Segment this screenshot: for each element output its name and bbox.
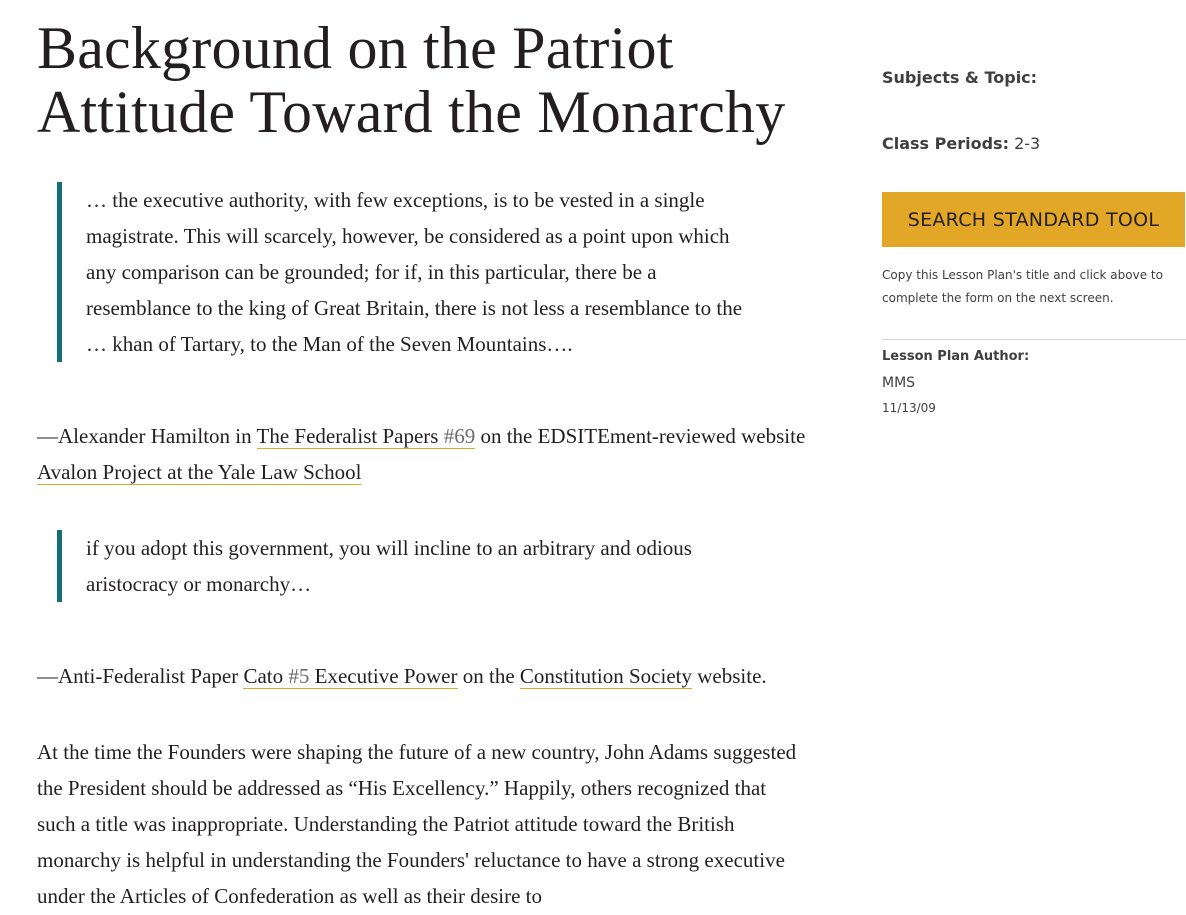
constitution-society-link[interactable]: Constitution Society — [519, 664, 692, 688]
subjects-topic — [882, 68, 1037, 87]
link-number: #5 — [288, 664, 310, 688]
divider — [882, 339, 1186, 340]
help-text: Copy this Lesson Plan's title and click above to complete the form on the next screen. — [882, 268, 1163, 305]
quote-line: resemblance to the king of Great Britain, there is not less a resemblance to the — [86, 296, 743, 320]
attribution-middle: on the — [457, 664, 520, 688]
quote-line: any comparison can be grounded; for if, in this particular, there be a — [86, 260, 657, 284]
page-title — [37, 16, 817, 144]
federalist-papers-link[interactable] — [257, 424, 476, 449]
quote-line: … khan of Tartary, to the Man of the Seven Mountains…. — [86, 332, 573, 356]
body-paragraph: At the time the Founders were shaping the future of a new country, John Adams suggested the President should be addressed as “His Excellency.” Happily, others recognized that such a title was inappropriate. Understanding the Patriot attitude toward the British monarchy is helpful in understanding the Founders' reluctance to have a strong executive under the Articles of Confederation as well as their desire to — [37, 740, 797, 908]
page-title-line-2: Attitude Toward the Monarchy — [37, 79, 786, 145]
blockquote-cato — [57, 530, 806, 602]
link-text-rest: Executive Power — [309, 664, 458, 688]
attribution-hamilton — [37, 418, 817, 490]
attribution-prefix: —Alexander Hamilton in — [37, 424, 257, 448]
cato-5-link[interactable] — [243, 664, 457, 689]
search-standard-tool-button[interactable]: SEARCH STANDARD TOOL — [882, 192, 1185, 247]
class-periods — [882, 134, 1040, 153]
subjects-label: Subjects & Topic: — [882, 68, 1038, 87]
avalon-project-link[interactable]: Avalon Project at the Yale Law School — [37, 460, 362, 484]
author-label: Lesson Plan Author: — [882, 349, 1030, 364]
author-name: MMS — [882, 375, 916, 391]
periods-value: 2-3 — [1014, 134, 1041, 153]
link-text: The Federalist Papers — [256, 424, 444, 448]
main-content — [37, 0, 817, 908]
attribution-suffix: website. — [692, 664, 767, 688]
author-date: 11/13/09 — [882, 401, 936, 415]
attribution-cato — [37, 658, 817, 694]
blockquote-hamilton — [57, 182, 806, 362]
attribution-prefix: —Anti-Federalist Paper — [37, 664, 244, 688]
quote-line: aristocracy or monarchy… — [86, 572, 312, 596]
link-number: #69 — [443, 424, 476, 448]
periods-label: Class Periods: — [882, 134, 1009, 153]
link-text: Cato — [243, 664, 289, 688]
quote-line: … the executive authority, with few exceptions, is to be vested in a single — [86, 188, 705, 212]
quote-line: if you adopt this government, you will incline to an arbitrary and odious — [86, 536, 692, 560]
page-title-line-1: Background on the Patriot — [37, 15, 674, 81]
quote-line: magistrate. This will scarcely, however, be considered as a point upon which — [86, 224, 730, 248]
attribution-middle: on the EDSITEment-reviewed website — [475, 424, 806, 448]
